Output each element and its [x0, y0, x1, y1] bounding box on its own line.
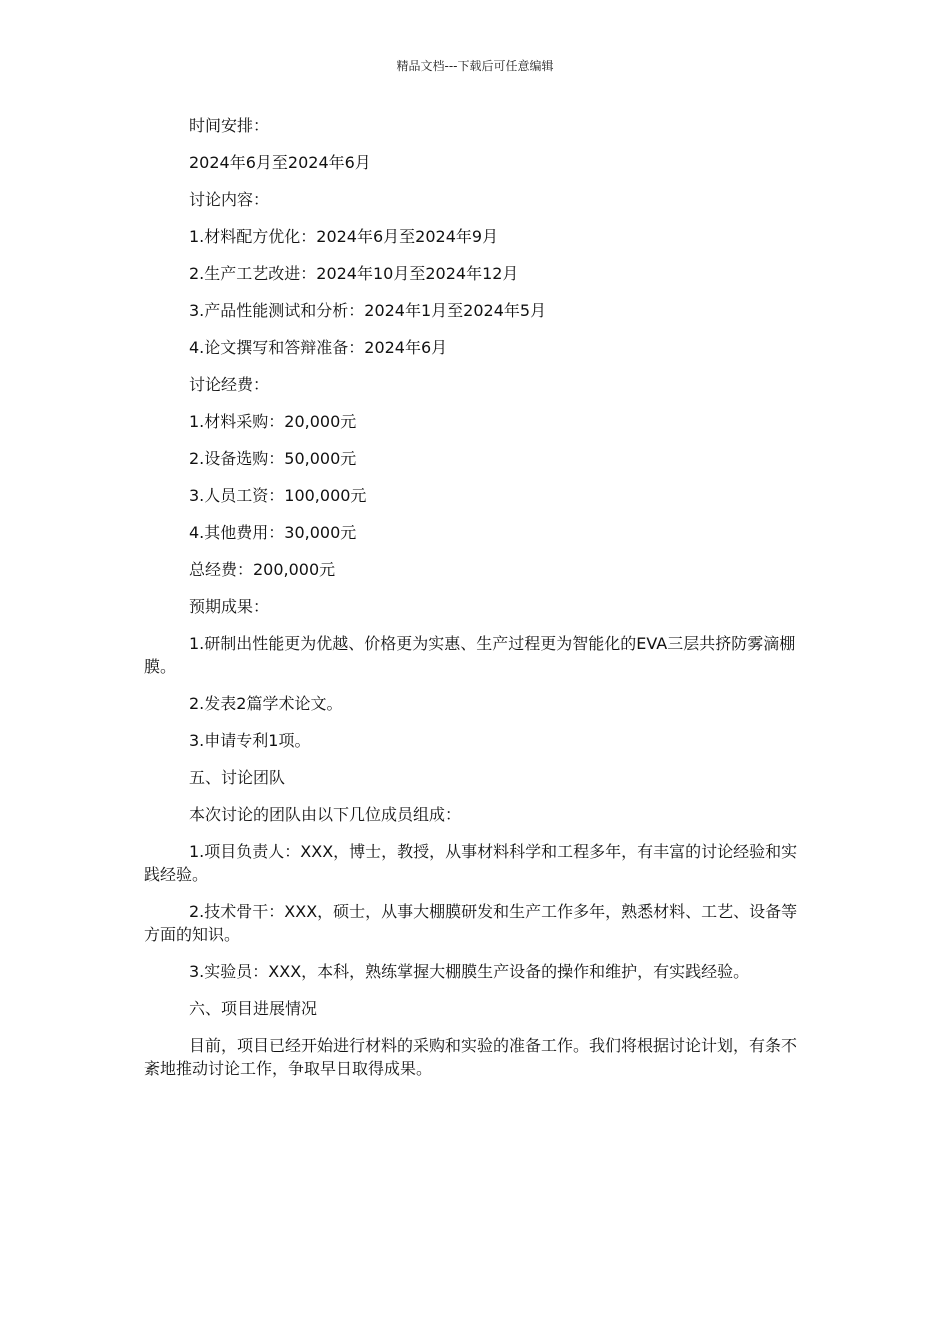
section-heading-progress: 六、项目进展情况 — [189, 999, 318, 1018]
paragraph-team-intro: 本次讨论的团队由以下几位成员组成： — [189, 805, 462, 824]
paragraph-budget-heading: 讨论经费： — [189, 375, 270, 394]
paragraph-progress: 目前，项目已经开始进行材料的采购和实验的准备工作。我们将根据讨论计划，有条不紊地推动讨论工作，争取早日取得成果。 — [144, 1036, 798, 1078]
paragraph-team-member-2: 2.技术骨干：XXX，硕士，从事大棚膜研发和生产工作多年，熟悉材料、工艺、设备等方面的知识。 — [144, 902, 798, 944]
paragraph-content-item-3: 3.产品性能测试和分析：2024年1月至2024年5月 — [189, 301, 547, 320]
paragraph-results-heading: 预期成果： — [189, 597, 270, 616]
paragraph-budget-item-4: 4.其他费用：30,000元 — [189, 523, 357, 542]
paragraph-budget-total: 总经费：200,000元 — [189, 560, 336, 579]
paragraph-content-heading: 讨论内容： — [189, 190, 270, 209]
paragraph-results-item-3: 3.申请专利1项。 — [189, 731, 311, 750]
paragraph-content-item-2: 2.生产工艺改进：2024年10月至2024年12月 — [189, 264, 519, 283]
paragraph-budget-item-2: 2.设备选购：50,000元 — [189, 449, 357, 468]
document-body — [144, 114, 808, 1094]
paragraph-results-item-2: 2.发表2篇学术论文。 — [189, 694, 343, 713]
paragraph-content-item-1: 1.材料配方优化：2024年6月至2024年9月 — [189, 227, 499, 246]
paragraph-schedule-range: 2024年6月至2024年6月 — [189, 153, 371, 172]
paragraph-content-item-4: 4.论文撰写和答辩准备：2024年6月 — [189, 338, 448, 357]
paragraph-team-member-1: 1.项目负责人：XXX，博士，教授，从事材料科学和工程多年，有丰富的讨论经验和实践经验。 — [144, 842, 798, 884]
paragraph-budget-item-3: 3.人员工资：100,000元 — [189, 486, 367, 505]
paragraph-results-item-1: 1.研制出性能更为优越、价格更为实惠、生产过程更为智能化的EVA三层共挤防雾滴棚膜。 — [144, 634, 796, 676]
paragraph-budget-item-1: 1.材料采购：20,000元 — [189, 412, 357, 431]
section-heading-team: 五、讨论团队 — [189, 768, 286, 787]
paragraph-schedule-heading: 时间安排： — [189, 116, 270, 135]
paragraph-team-member-3: 3.实验员：XXX，本科，熟练掌握大棚膜生产设备的操作和维护，有实践经验。 — [189, 962, 750, 981]
page-header: 精品文档---下载后可任意编辑 — [396, 59, 554, 73]
